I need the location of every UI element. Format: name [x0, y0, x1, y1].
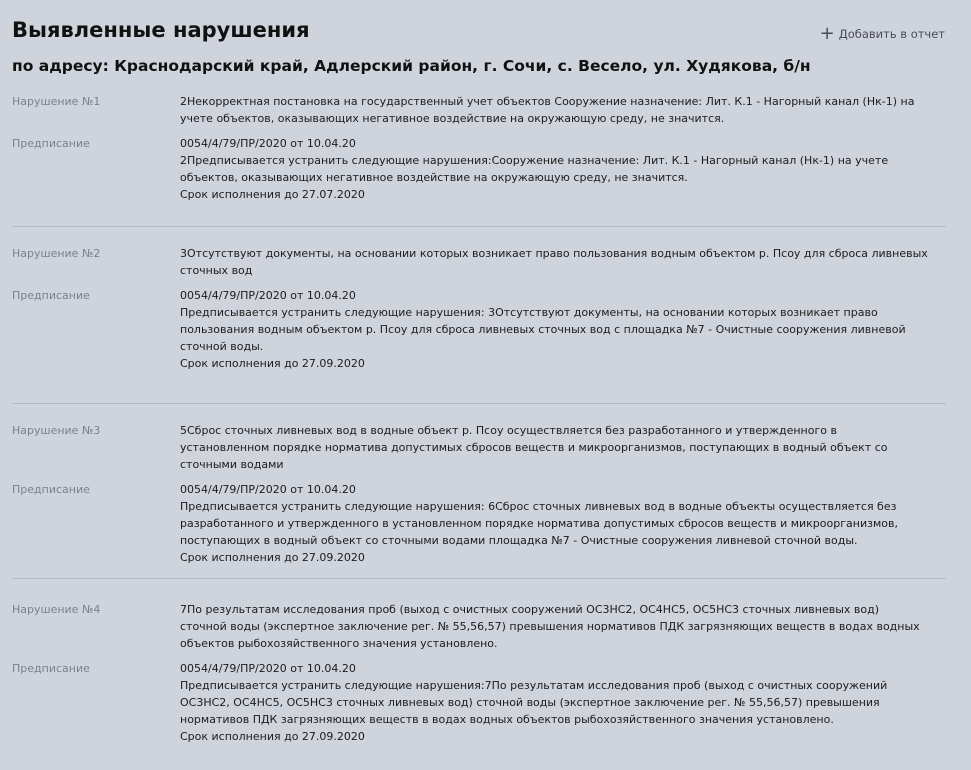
violation-text: 7По результатам исследования проб (выход с очистных сооружений ОС3НС2, ОС4НС5, ОС5НС3 сточных ливневых вод) сточной воды (экспертное заключение рег. № 55,56,57) превышения нормативов ПДК загрязняющих веществ в водах водных объектов рыбохозяйственного значения установлено. — [180, 603, 920, 650]
order-deadline: Срок исполнения до 27.09.2020 — [180, 551, 365, 564]
violation-item — [12, 93, 946, 227]
order-deadline: Срок исполнения до 27.07.2020 — [180, 188, 365, 201]
order-deadline: Срок исполнения до 27.09.2020 — [180, 357, 365, 370]
order-number: 0054/4/79/ПР/2020 от 10.04.20 — [180, 483, 356, 496]
prescription-label: Предписание — [12, 137, 90, 150]
violation-label: Нарушение №4 — [12, 603, 101, 616]
violations-list — [12, 93, 946, 745]
violation-label: Нарушение №1 — [12, 95, 101, 108]
order-text: Предписывается устранить следующие нарушения:7По результатам исследования проб (выход с очистных сооружений ОС3НС2, ОС4НС5, ОС5НС3 сточных ливневых вод) сточной воды (экспертное заключение рег. № 55,56,57) превышения нормативов ПДК загрязняющих веществ в водах водных объектов рыбохозяйственного значения установлено. — [180, 679, 888, 726]
add-to-report-label: Добавить в отчет — [838, 27, 945, 41]
prescription-label: Предписание — [12, 483, 90, 496]
order-number: 0054/4/79/ПР/2020 от 10.04.20 — [180, 137, 356, 150]
order-number: 0054/4/79/ПР/2020 от 10.04.20 — [180, 662, 356, 675]
violation-label: Нарушение №3 — [12, 424, 101, 437]
prescription-value — [180, 135, 946, 203]
violation-text: 5Сброс сточных ливневых вод в водные объект р. Псоу осуществляется без разработанного и утвержденного в установленном порядке норматива допустимых сбросов веществ и микроорганизмов, поступающих в водный объект со сточными водами — [180, 424, 888, 471]
order-text: Предписывается устранить следующие нарушения: 3Отсутствуют документы, на основании которых возникает право пользования водным объектом р. Псоу для сброса ливневых сточных вод с площадка №7 - Очистные сооружения ливневой сточной воды. — [180, 306, 906, 353]
order-deadline: Срок исполнения до 27.09.2020 — [180, 730, 365, 743]
add-to-report-button[interactable] — [819, 23, 945, 44]
violation-item — [12, 227, 946, 404]
violation-label: Нарушение №2 — [12, 247, 101, 260]
prescription-value — [180, 660, 946, 745]
prescription-value — [180, 287, 946, 372]
order-text: 2Предписывается устранить следующие нарушения:Сооружение назначение: Лит. К.1 - Нагорный канал (Нк-1) на учете объектов, оказывающих негативное воздействие на окружающую среду, не значится. — [180, 154, 889, 184]
prescription-value — [180, 481, 946, 566]
page-title: Выявленные нарушения — [12, 18, 310, 42]
violation-item — [12, 404, 946, 579]
plus-icon: + — [819, 23, 835, 44]
prescription-label: Предписание — [12, 662, 90, 675]
address-subtitle: по адресу: Краснодарский край, Адлерский район, г. Сочи, с. Весело, ул. Худякова, б/н — [12, 57, 811, 75]
violation-item — [12, 579, 946, 745]
prescription-label: Предписание — [12, 289, 90, 302]
violation-text: 3Отсутствуют документы, на основании которых возникает право пользования водным объектом р. Псоу для сброса ливневых сточных вод — [180, 247, 928, 277]
order-text: Предписывается устранить следующие нарушения: 6Сброс сточных ливневых вод в водные объекты осуществляется без разработанного и утвержденного в установленном порядке норматива допустимых сбросов веществ и микроорганизмов, поступающих в водный объект со сточными водами площадка №7 - Очистные сооружения ливневой сточной воды. — [180, 500, 898, 547]
violation-text: 2Некорректная постановка на государственный учет объектов Сооружение назначение: Лит. К.1 - Нагорный канал (Нк-1) на учете объектов, оказывающих негативное воздействие на окружающую среду, не значится. — [180, 95, 915, 125]
order-number: 0054/4/79/ПР/2020 от 10.04.20 — [180, 289, 356, 302]
